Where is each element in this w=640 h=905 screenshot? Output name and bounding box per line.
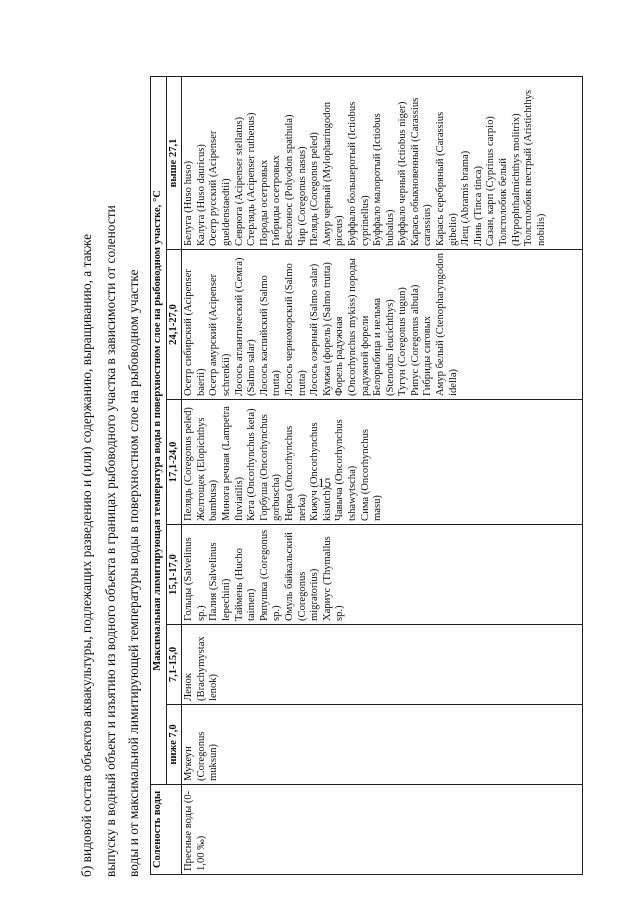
species-item: Осетр амурский (Acipenser schrenkii) — [208, 273, 232, 396]
salinity-header: Соленость воды — [151, 785, 182, 875]
species-item: Нерка (Oncorhynchus nerka) — [283, 425, 308, 521]
species-item: Таймень (Hucho taimen) — [233, 548, 258, 621]
species-cell — [182, 525, 583, 625]
species-item: Гольцы (Salvelinus sp.) — [183, 537, 207, 621]
species-item: Амур белый (Ctenopharyngodon idella) — [435, 252, 459, 396]
species-item: Буффало малоротый (Ictiobus bubalus) — [372, 113, 396, 246]
species-item: Белуга (Huso huso) — [183, 160, 195, 246]
intro-line: воды и от максимальной лимитирующей температуры воды в поверхностном слое на рыбоводном участке — [126, 269, 141, 877]
species-item: Минога речная (Lampetra fluviatilis) — [220, 406, 245, 521]
species-item: Севрюга (Acipenser stellatus) — [233, 116, 245, 246]
species-item: Осетр сибирский (Acipenser baerii) — [183, 269, 207, 396]
column-header: 15,1-17,0 — [166, 525, 182, 625]
species-item: Ленок (Brachymystax lenok) — [183, 636, 220, 701]
species-item: Стерлядь (Acipenser ruthenus) — [246, 112, 258, 246]
species-item: Белорыбица и нельма (Stenodus leucichthys) — [372, 297, 396, 396]
species-item: Лосось черноморский (Salmo trutta) — [283, 263, 308, 396]
species-item: Амур черный (Mylopharingodon piceus) — [321, 101, 346, 246]
species-item: Горбуша (Oncorhynchus gorbuscha) — [258, 414, 283, 521]
species-item: Чавыча (Oncorhynchus tshawytscha) — [334, 419, 358, 521]
column-header: ниже 7,0 — [166, 705, 182, 785]
species-item: Кижуч (Oncorhynchus kisutch) — [309, 422, 333, 521]
intro-line: б) видовой состав объектов аквакультуры, подлежащих разведению и (или) содержанию, выращиванию, а также — [79, 233, 94, 877]
species-cell — [182, 76, 583, 249]
species-item: Рипус (Coregonus albula) — [409, 284, 421, 396]
species-cell — [182, 400, 583, 525]
species-item: Толстолобик пестрый (Aristichthys nobilis) — [523, 89, 547, 246]
intro-paragraph — [75, 73, 146, 877]
species-cell — [182, 250, 583, 400]
intro-line: выпуску в водный объект и изъятию из водного объекта в границах рыбоводного участка в зависимости от солености — [102, 205, 118, 877]
species-item: Гибриды сиговых — [422, 315, 434, 396]
species-item: Калуга (Huso dauricus) — [195, 144, 207, 246]
species-item: Мукеун (Coregonus muksun) — [183, 731, 220, 781]
species-cell — [182, 705, 583, 785]
table-row — [182, 76, 583, 874]
species-item: Хариус (Thymallus sp.) — [321, 536, 346, 621]
species-item: Карась обыкновенный (Carassius carassius) — [409, 97, 434, 246]
column-header: выше 27,1 — [166, 76, 182, 249]
species-item: Лещ (Abramis brama) — [460, 150, 472, 246]
species-item: Линь (Tinca tinca) — [472, 165, 484, 246]
species-item: Толстолобик белый (Hypophthalmichthys molitrix) — [498, 113, 522, 246]
salinity-cell: Пресные воды (0-1,00 ‰) — [182, 785, 583, 875]
column-header: 17,1-24,0 — [166, 400, 182, 525]
species-item: Желтощек (Elopichthys bambusa) — [195, 417, 220, 521]
species-item: Палия (Salvelinus lepechini) — [208, 542, 232, 621]
column-header: 7,1-15,0 — [166, 625, 182, 705]
species-cell — [182, 625, 583, 705]
species-item: Породы осетровых — [258, 159, 270, 246]
species-item: Кета (Oncorhynchus keta) — [246, 408, 258, 521]
species-item: Кумжа (форель) (Salmo trutta) — [321, 262, 333, 396]
species-item: Пелядь (Coregonus peled) — [183, 407, 195, 521]
species-item: Омуль байкальский (Coregonus migratorius) — [283, 532, 321, 621]
species-item: Чир (Coregonus nasus) — [296, 146, 308, 246]
page-number: 15 — [318, 475, 331, 490]
species-item: Сима (Oncorhynchus masu) — [359, 428, 384, 521]
species-item: Буффало большеротый (Ictiobus cyprinellus) — [346, 101, 371, 246]
species-item: Тугун (Coregonus tugun) — [397, 287, 409, 396]
column-header: 24,1-27,0 — [166, 250, 182, 400]
species-item: Буффало черный (Ictiobus niger) — [397, 101, 409, 246]
species-item: Веслонос (Polyodon spathula) — [283, 114, 295, 246]
species-item: Лосось каспийский (Salmo trutta) — [258, 275, 283, 396]
species-item: Форель радужная (Oncorhynchus mykiss) породы радужной форели — [334, 258, 371, 396]
species-item: Пелядь (Coregonus peled) — [309, 132, 321, 246]
species-item: Сазан, карп (Cyprinus carpio) — [485, 116, 497, 246]
species-item: Карась серебряный (Carassius gibelio) — [435, 111, 459, 246]
species-item: Гибриды осетровых — [271, 155, 283, 246]
temperature-header: Максимальная лимитирующая температура воды в поверхностном слое на рыбоводном участке, °С — [151, 76, 167, 784]
species-table — [150, 76, 583, 875]
species-item: Лосось озерный (Salmo salar) — [309, 263, 321, 396]
rotated-page — [75, 65, 595, 885]
species-item: Лосось атлантический (Семга) (Salmo salar) — [233, 257, 258, 396]
species-item: Осетр русский (Acipenser gueldenstaedtii) — [208, 130, 232, 246]
species-item: Ряпушка (Coregonus sp.) — [258, 529, 283, 621]
